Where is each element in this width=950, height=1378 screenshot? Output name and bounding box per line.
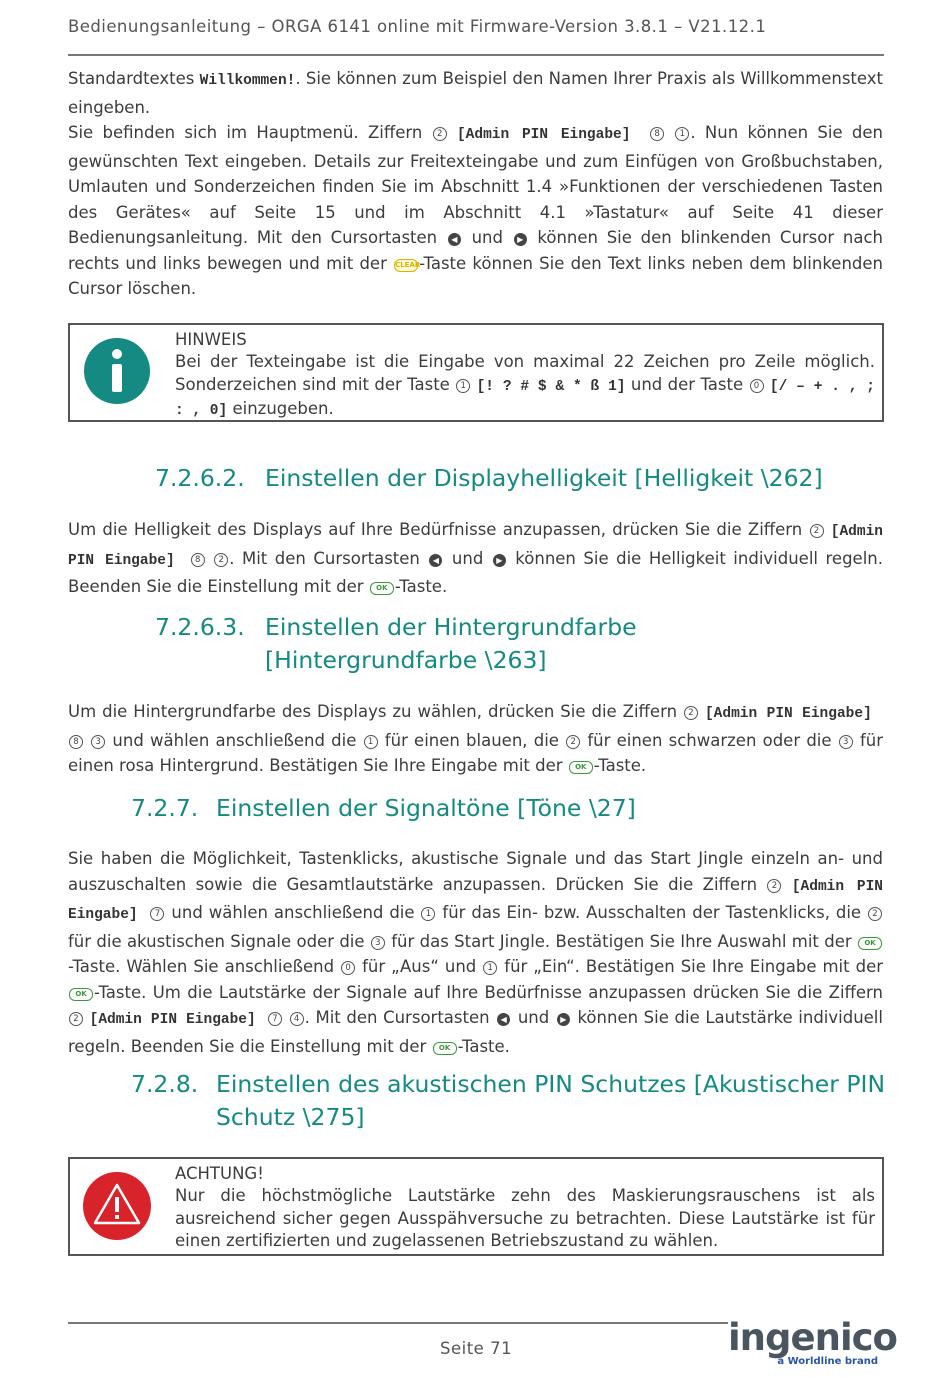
- section-heading-7262: [155, 462, 823, 495]
- menu-path-code: [Admin PIN Eingabe]: [456, 127, 631, 143]
- info-icon: [83, 337, 151, 405]
- digit-key-icon: 8: [191, 553, 205, 567]
- digit-key-icon: 2: [684, 706, 698, 720]
- digit-key-icon: 3: [91, 735, 105, 749]
- menu-path-code: [Admin PIN Eingabe]: [704, 706, 872, 722]
- footer-divider: [68, 1322, 728, 1324]
- section-number: 7.2.8.: [131, 1070, 199, 1098]
- section-7263-text: Um die Hintergrundfarbe des Displays zu wählen, drücken Sie die Ziffern 2 [Admin PIN Eingabe] 8 3 und wählen anschließend die 1 für einen blauen, die 2 für einen schwarzen oder die 3 für einen rosa Hintergrund. Bestätigen Sie Ihre Eingabe mit der OK -Taste.: [68, 702, 883, 775]
- digit-key-icon: 4: [290, 1012, 304, 1026]
- ingenico-logo: [728, 1316, 897, 1367]
- section-number: 7.2.6.3.: [155, 613, 245, 641]
- clear-key-icon: CLEAR: [394, 259, 418, 272]
- digit-key-icon: 2: [868, 907, 882, 921]
- section-heading-7263: [155, 611, 637, 677]
- digit-key-icon: 2: [566, 735, 580, 749]
- section-title: Einstellen der Hintergrundfarbe: [265, 613, 637, 641]
- section-title: Einstellen der Signaltöne [Töne \27]: [216, 794, 636, 822]
- section-title-continued: Schutz \275]: [216, 1103, 365, 1131]
- digit-key-icon: 0: [341, 961, 355, 975]
- digit-key-icon: 7: [150, 907, 164, 921]
- menu-path-code: [Admin PIN Eingabe]: [68, 524, 883, 569]
- ok-key-icon: OK: [569, 761, 593, 774]
- digit-key-icon: 1: [675, 127, 689, 141]
- cursor-right-icon: ▶: [514, 233, 527, 246]
- digit-key-icon: 1: [483, 961, 497, 975]
- digit-key-icon: 2: [214, 553, 228, 567]
- section-title: Einstellen der Displayhelligkeit [Helligkeit \262]: [265, 464, 823, 492]
- section-title-continued: [Hintergrundfarbe \263]: [265, 646, 547, 674]
- ok-key-icon: OK: [370, 582, 394, 595]
- digit-key-icon: 1: [421, 907, 435, 921]
- running-header: Bedienungsanleitung – ORGA 6141 online mit Firmware-Version 3.8.1 – V21.12.1: [68, 17, 767, 36]
- logo-wordmark: ingenico: [728, 1316, 897, 1359]
- ok-key-icon: OK: [858, 937, 882, 950]
- ok-key-icon: OK: [69, 988, 93, 1001]
- warning-title: ACHTUNG!: [175, 1164, 264, 1183]
- intro-paragraph-2: Sie befinden sich im Hauptmenü. Ziffern 2 [Admin PIN Eingabe] 8 1 . Nun können Sie den gewünschten Text eingeben. Details zur Freitexteingabe und zum Einfügen von Großbuchstaben, Umlauten und Sonderzeichen finden Sie im Abschnitt 1.4 »Funktionen der verschiedenen Tasten des Gerätes« auf Seite 15 und im Abschnitt 4.1 »Tastatur« auf Seite 41 dieser Bedienungsanleitung. Mit den Cursortasten ◀ und ▶ können Sie den blinkenden Cursor nach rechts und links bewegen und mit der CLEAR-Taste können Sie den Text links neben dem blinkenden Cursor löschen.: [68, 123, 884, 298]
- page-number: Seite 71: [440, 1339, 513, 1358]
- cursor-right-icon: ▶: [557, 1013, 570, 1026]
- menu-path-code: [Admin PIN Eingabe]: [89, 1012, 256, 1028]
- special-chars-code-1: [! ? # $ & * ß 1]: [476, 378, 626, 395]
- note-box: [68, 323, 884, 422]
- digit-key-icon: 7: [268, 1012, 282, 1026]
- digit-key-icon: 1: [364, 735, 378, 749]
- digit-key-icon: 3: [371, 936, 385, 950]
- digit-key-icon: 3: [839, 735, 853, 749]
- cursor-left-icon: ◀: [448, 233, 461, 246]
- section-number: 7.2.6.2.: [155, 464, 245, 492]
- digit-key-icon: 2: [69, 1012, 83, 1026]
- cursor-left-icon: ◀: [429, 554, 442, 567]
- ok-key-icon: OK: [433, 1042, 457, 1055]
- intro-text: [68, 66, 883, 302]
- section-heading-728: [131, 1068, 885, 1134]
- digit-key-icon: 8: [69, 735, 83, 749]
- digit-key-icon: 8: [650, 127, 664, 141]
- warning-box: [68, 1157, 884, 1256]
- warning-icon: [82, 1171, 152, 1241]
- digit-key-icon: 0: [750, 379, 764, 393]
- cursor-right-icon: ▶: [493, 554, 506, 567]
- special-chars-code-2: [/ – + . , ; : , 0]: [175, 378, 876, 419]
- cursor-left-icon: ◀: [497, 1013, 510, 1026]
- digit-key-icon: 1: [456, 379, 470, 393]
- header-divider: [68, 54, 884, 56]
- default-text-code: Willkommen!: [199, 73, 296, 89]
- note-title: HINWEIS: [175, 330, 247, 349]
- digit-key-icon: 2: [433, 127, 447, 141]
- logo-tagline: a Worldline brand: [777, 1356, 878, 1367]
- menu-path-code: [Admin PIN Eingabe]: [68, 878, 884, 923]
- digit-key-icon: 2: [810, 524, 824, 538]
- section-number: 7.2.7.: [131, 794, 199, 822]
- note-text: Bei der Texteingabe ist die Eingabe von maximal 22 Zeichen pro Zeile möglich. Sonderzeichen sind mit der Taste 1 [! ? # $ & * ß 1] und der Taste 0 [/ – + . , ; : , 0] einzugeben.: [175, 352, 876, 419]
- section-7262-text: Um die Helligkeit des Displays auf Ihre Bedürfnisse anzupassen, drücken Sie die Ziffern 2 [Admin PIN Eingabe] 8 2 . Mit den Cursortasten ◀ und ▶ können Sie die Helligkeit individuell regeln. Beenden Sie die Einstellung mit der OK -Taste.: [68, 520, 883, 596]
- section-title: Einstellen des akustischen PIN Schutzes [Akustischer PIN: [216, 1070, 886, 1098]
- section-heading-727: [131, 792, 636, 825]
- intro-paragraph-1: Standardtextes Willkommen!. Sie können zum Beispiel den Namen Ihrer Praxis als Willkommenstext eingeben.: [68, 69, 883, 117]
- digit-key-icon: 2: [767, 879, 781, 893]
- section-727-text: Sie haben die Möglichkeit, Tastenklicks, akustische Signale und das Start Jingle einzeln an- und auszuschalten sowie die Gesamtlautstärke anzupassen. Drücken Sie die Ziffern 2 [Admin PIN Eingabe] 7 und wählen anschließend die 1 für das Ein- bzw. Ausschalten der Tastenklicks, die 2 für die akustischen Signale oder die 3 für das Start Jingle. Bestätigen Sie Ihre Auswahl mit der OK-Taste. Wählen Sie anschließend 0 für „Aus“ und 1 für „Ein“. Bestätigen Sie Ihre Eingabe mit der OK -Taste. Um die Lautstärke der Signale auf Ihre Bedürfnisse anzupassen drücken Sie die Ziffern 2 [Admin PIN Eingabe] 7 4 . Mit den Cursortasten ◀ und ▶ können Sie die Lautstärke individuell regeln. Beenden Sie die Einstellung mit der OK -Taste.: [68, 849, 884, 1056]
- warning-text: Nur die höchstmögliche Lautstärke zehn des Maskierungsrauschens ist als ausreichend sicher gegen Ausspähversuche zu betrachten. Diese Lautstärke ist für einen zertifizierten und zugelassenen Betriebszustand zu wählen.: [175, 1186, 875, 1250]
